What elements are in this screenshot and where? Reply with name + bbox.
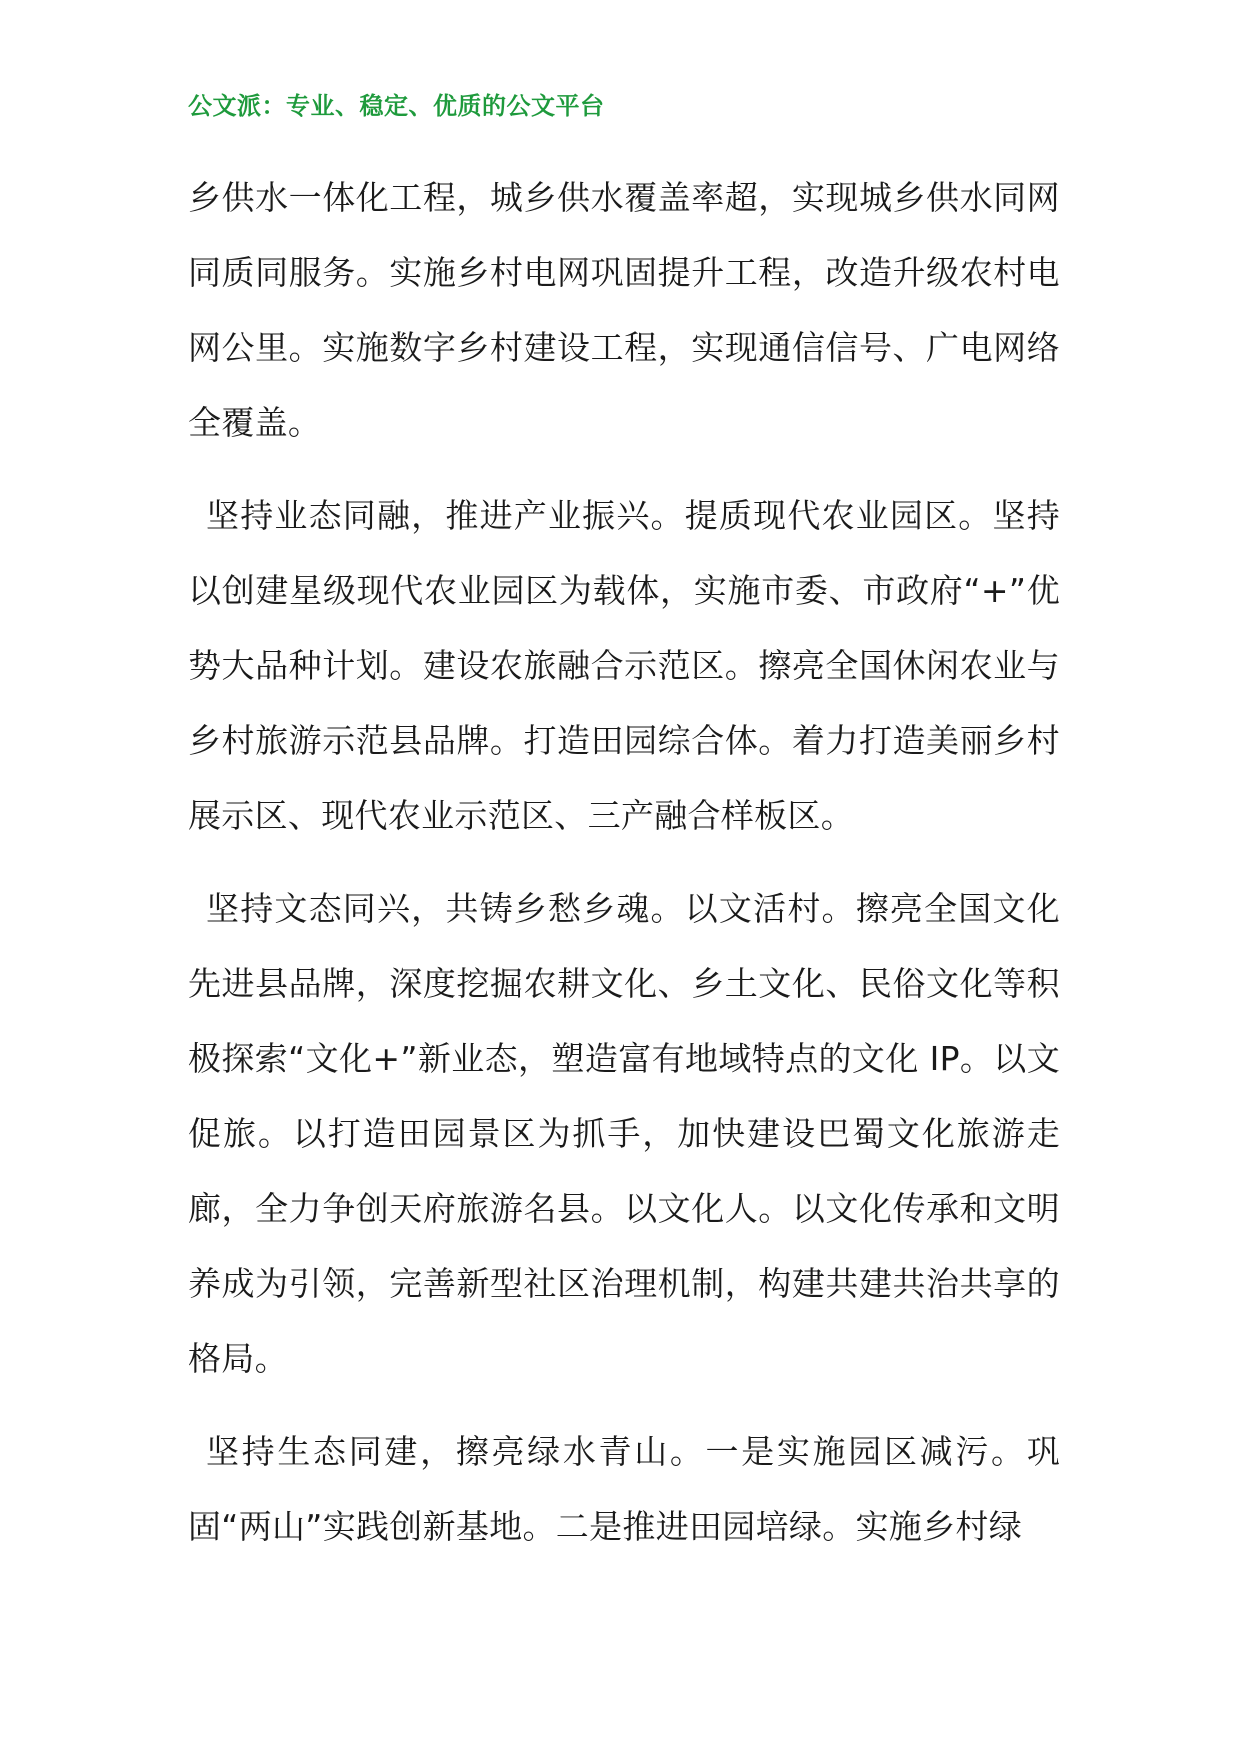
document-body — [188, 160, 1060, 1582]
paragraph-water-supply: 乡供水一体化工程，城乡供水覆盖率超，实现城乡供水同网同质同服务。实施乡村电网巩固提升工程，改造升级农村电网公里。实施数字乡村建设工程，实现通信信号、广电网络全覆盖。 — [188, 178, 1060, 442]
paragraph-industry: 坚持业态同融，推进产业振兴。提质现代农业园区。坚持以创建星级现代农业园区为载体，实施市委、市政府“+”优势大品种计划。建设农旅融合示范区。擦亮全国休闲农业与乡村旅游示范县品牌。打造田园综合体。着力打造美丽乡村展示区、现代农业示范区、三产融合样板区。 — [188, 496, 1060, 835]
paragraph-culture: 坚持文态同兴，共铸乡愁乡魂。以文活村。擦亮全国文化先进县品牌，深度挖掘农耕文化、乡土文化、民俗文化等积极探索“文化+”新业态，塑造富有地域特点的文化 IP。以文促旅。以打造田园景区为抓手，加快建设巴蜀文化旅游走廊，全力争创天府旅游名县。以文化人。以文化传承和文明养成为引领，完善新型社区治理机制，构建共建共治共享的格局。 — [188, 889, 1060, 1378]
header-title: 公文派：专业、稳定、优质的公文平台 — [188, 91, 605, 120]
paragraph-ecology: 坚持生态同建，擦亮绿水青山。一是实施园区减污。巩固“两山”实践创新基地。二是推进田园培绿。实施乡村绿 — [188, 1432, 1060, 1546]
